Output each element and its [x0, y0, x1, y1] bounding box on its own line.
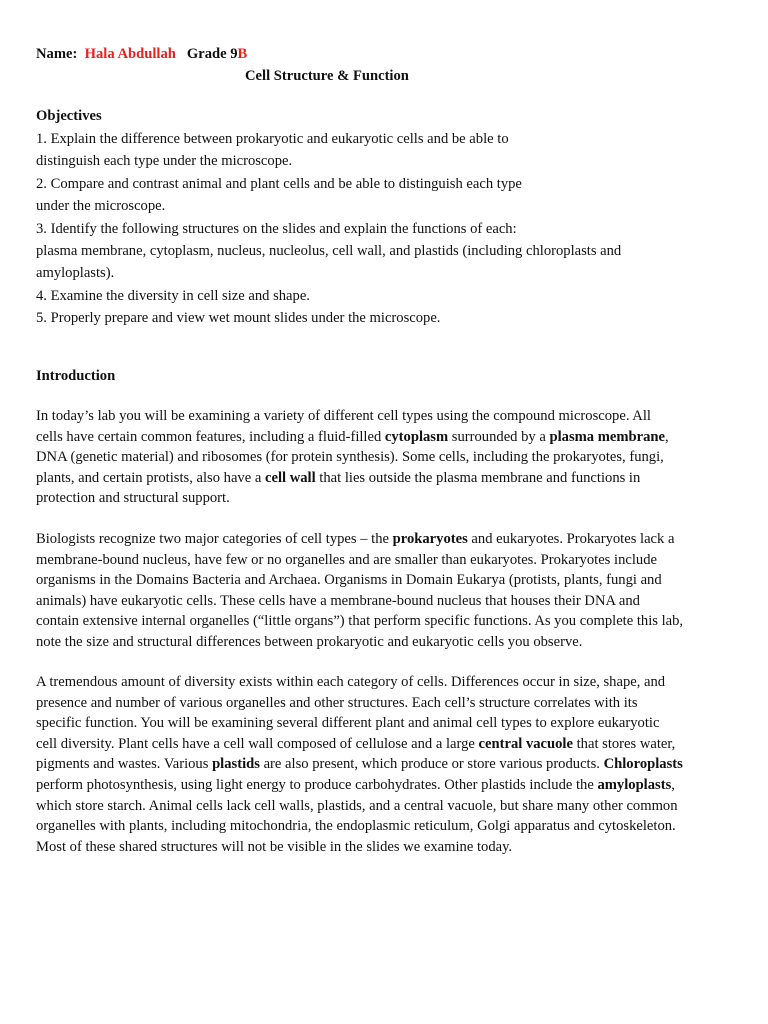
paragraph-line	[36, 734, 736, 755]
term-cytoplasm: cytoplasm	[384, 428, 449, 445]
text: specific function. You will be examining several different plant and animal cell types to explore eukaryotic	[36, 715, 660, 732]
term-plastids: plastids	[212, 756, 260, 773]
paragraph-line	[36, 488, 736, 509]
paragraph-line	[36, 837, 736, 858]
objective-line: distinguish each type under the microscope.	[36, 153, 293, 170]
text: organelles with plants, including mitochondria, the endoplasmic reticulum, Golgi apparatus and cytoskeleton.	[36, 818, 676, 835]
document-title: Cell Structure & Function	[245, 68, 409, 84]
objectives-heading: Objectives	[36, 108, 102, 124]
text: that lies outside the plasma membrane and functions in	[315, 469, 641, 486]
text: In today’s lab you will be examining a variety of different cell types using the compound microscope. All	[36, 408, 651, 424]
text: DNA (genetic material) and ribosomes (for protein synthesis). Some cells, including the prokaryotes, fungi,	[36, 449, 664, 466]
paragraph-line	[36, 775, 736, 796]
grade-label: Grade 9	[186, 46, 238, 62]
term-cell-wall: cell wall	[264, 469, 316, 486]
term-amyloplasts: amyloplasts	[597, 776, 672, 793]
text: contain extensive internal organelles (“little organs”) that perform specific functions. As you complete this lab,	[36, 613, 684, 630]
paragraph-line	[36, 570, 736, 591]
name-label: Name:	[36, 46, 78, 62]
paragraph-line	[36, 672, 736, 693]
text: pigments and wastes. Various	[36, 756, 213, 773]
text: Most of these shared structures will not be visible in the slides we examine today.	[36, 838, 513, 855]
paragraph-line	[36, 632, 736, 653]
paragraph-line	[36, 754, 736, 775]
grade-section: B	[237, 46, 248, 62]
paragraph-line	[36, 693, 736, 714]
objective-line: 5. Properly prepare and view wet mount slides under the microscope.	[36, 310, 441, 327]
intro-paragraph-3	[36, 672, 736, 857]
text: that stores water,	[572, 735, 676, 752]
paragraph-line	[36, 468, 736, 489]
text: organisms in the Domains Bacteria and Archaea. Organisms in Domain Eukarya (protists, plants, fungi and	[36, 572, 662, 589]
introduction-heading: Introduction	[36, 368, 116, 384]
objective-line: 3. Identify the following structures on the slides and explain the functions of each:	[36, 220, 517, 237]
text: presence and number of various organelles and other structures. Each cell’s structure correlates with its	[36, 694, 638, 711]
objectives-list	[36, 128, 736, 330]
text: membrane-bound nucleus, have few or no organelles and are smaller than eukaryotes. Prokaryotes include	[36, 551, 657, 568]
term-chloroplasts: Chloroplasts	[603, 756, 683, 773]
objective-line: under the microscope.	[36, 198, 166, 215]
text: ,	[671, 776, 675, 793]
term-central-vacuole: central vacuole	[478, 735, 573, 752]
text: perform photosynthesis, using light energy to produce carbohydrates. Other plastids include the	[36, 776, 598, 793]
paragraph-line	[36, 529, 736, 550]
paragraph-line	[36, 713, 736, 734]
text: Biologists recognize two major categories of cell types – the	[36, 531, 393, 547]
text: surrounded by a	[448, 428, 550, 445]
objective-line: 1. Explain the difference between prokaryotic and eukaryotic cells and be able to	[36, 131, 509, 147]
text: which store starch. Animal cells lack cell walls, plastids, and a central vacuole, but share many other common	[36, 797, 678, 814]
paragraph-line	[36, 427, 736, 448]
text: A tremendous amount of diversity exists within each category of cells. Differences occur in size, shape, and	[36, 674, 666, 690]
paragraph-line	[36, 796, 736, 817]
text: plants, and certain protists, also have a	[36, 469, 265, 486]
paragraph-line	[36, 591, 736, 612]
paragraph-line	[36, 447, 736, 468]
student-header	[36, 44, 247, 65]
intro-paragraph-1	[36, 406, 736, 509]
objective-line: 4. Examine the diversity in cell size and shape.	[36, 287, 310, 304]
paragraph-line	[36, 406, 736, 427]
paragraph-line	[36, 611, 736, 632]
term-plasma-membrane: plasma membrane	[549, 428, 666, 445]
objective-line: plasma membrane, cytoplasm, nucleus, nucleolus, cell wall, and plastids (including chloroplasts and	[36, 242, 622, 259]
paragraph-line	[36, 550, 736, 571]
text: ,	[665, 428, 669, 445]
objective-line: amyloplasts).	[36, 265, 115, 282]
text: animals) have eukaryotic cells. These cells have a membrane-bound nucleus that houses their DNA and	[36, 592, 640, 609]
objective-line: 2. Compare and contrast animal and plant cells and be able to distinguish each type	[36, 175, 522, 192]
text: are also present, which produce or store various products.	[259, 756, 604, 773]
student-name: Hala Abdullah	[84, 46, 176, 62]
text: cell diversity. Plant cells have a cell wall composed of cellulose and a large	[36, 735, 479, 752]
intro-paragraph-2	[36, 529, 736, 653]
paragraph-line	[36, 816, 736, 837]
text: cells have certain common features, including a fluid-filled	[36, 428, 385, 445]
text: and eukaryotes. Prokaryotes lack a	[467, 531, 675, 547]
text: protection and structural support.	[36, 490, 230, 507]
text: note the size and structural differences between prokaryotic and eukaryotic cells you observe.	[36, 633, 583, 650]
term-prokaryotes: prokaryotes	[392, 531, 468, 547]
